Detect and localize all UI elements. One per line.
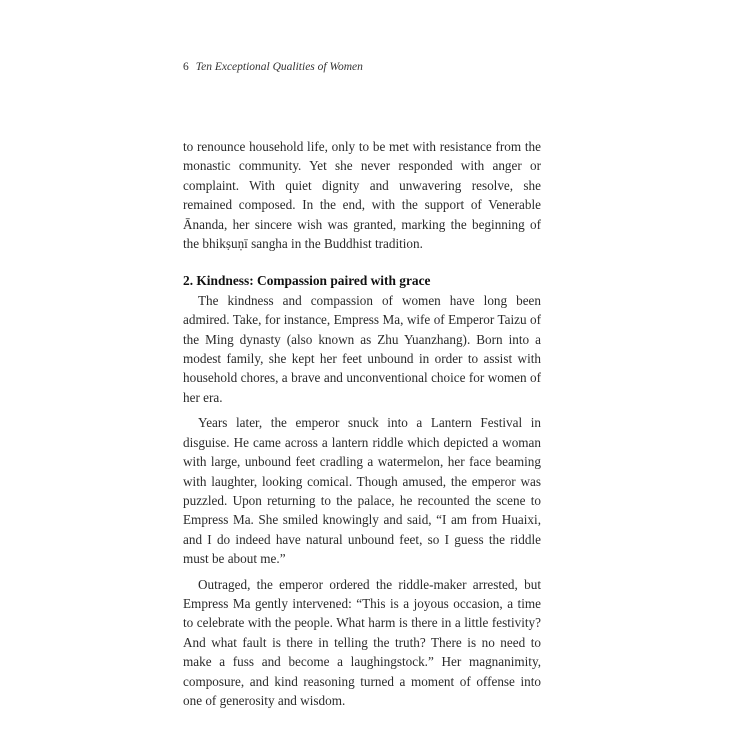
paragraph: Years later, the emperor snuck into a Lantern Festival in disguise. He came across a lantern riddle which depicted a woman with large, unbound feet cradling a watermelon, her face beaming with laughter, looking comical. Though amused, the emperor was puzzled. Upon returning to the palace, he recounted the scene to Empress Ma. She smiled knowingly and said, “I am from Huaixi, and I do indeed have natural unbound feet, so I guess the riddle must be about me.” [183,415,541,567]
page-number: 6 [183,61,189,73]
body-text [183,137,541,710]
continued-paragraph: to renounce household life, only to be met with resistance from the monastic community. Yet she never responded with anger or complaint. With quiet dignity and unwavering resolve, she remained composed. In the end, with the support of Venerable Ānanda, her sincere wish was granted, marking the beginning of the bhikṣuṇī sangha in the Buddhist tradition. [183,139,541,252]
section-heading: 2. Kindness: Compassion paired with grace [183,273,431,289]
book-title: Ten Exceptional Qualities of Women [195,61,363,73]
running-head [183,58,541,76]
paragraph: The kindness and compassion of women have long been admired. Take, for instance, Empress Ma, wife of Emperor Taizu of the Ming dynasty (also known as Zhu Yuanzhang). Born into a modest family, she kept her feet unbound in order to assist with household chores, a brave and unconventional choice for women of her era. [183,292,541,405]
paragraph: Outraged, the emperor ordered the riddle-maker arrested, but Empress Ma gently intervened: “This is a joyous occasion, a time to celebrate with the people. What harm is there in a little festivity? And what fault is there in telling the truth? There is no need to make a fuss and become a laughingstock.” Her magnanimity, composure, and kind reasoning turned a moment of offense into one of generosity and wisdom. [183,576,541,708]
book-page [183,58,541,710]
